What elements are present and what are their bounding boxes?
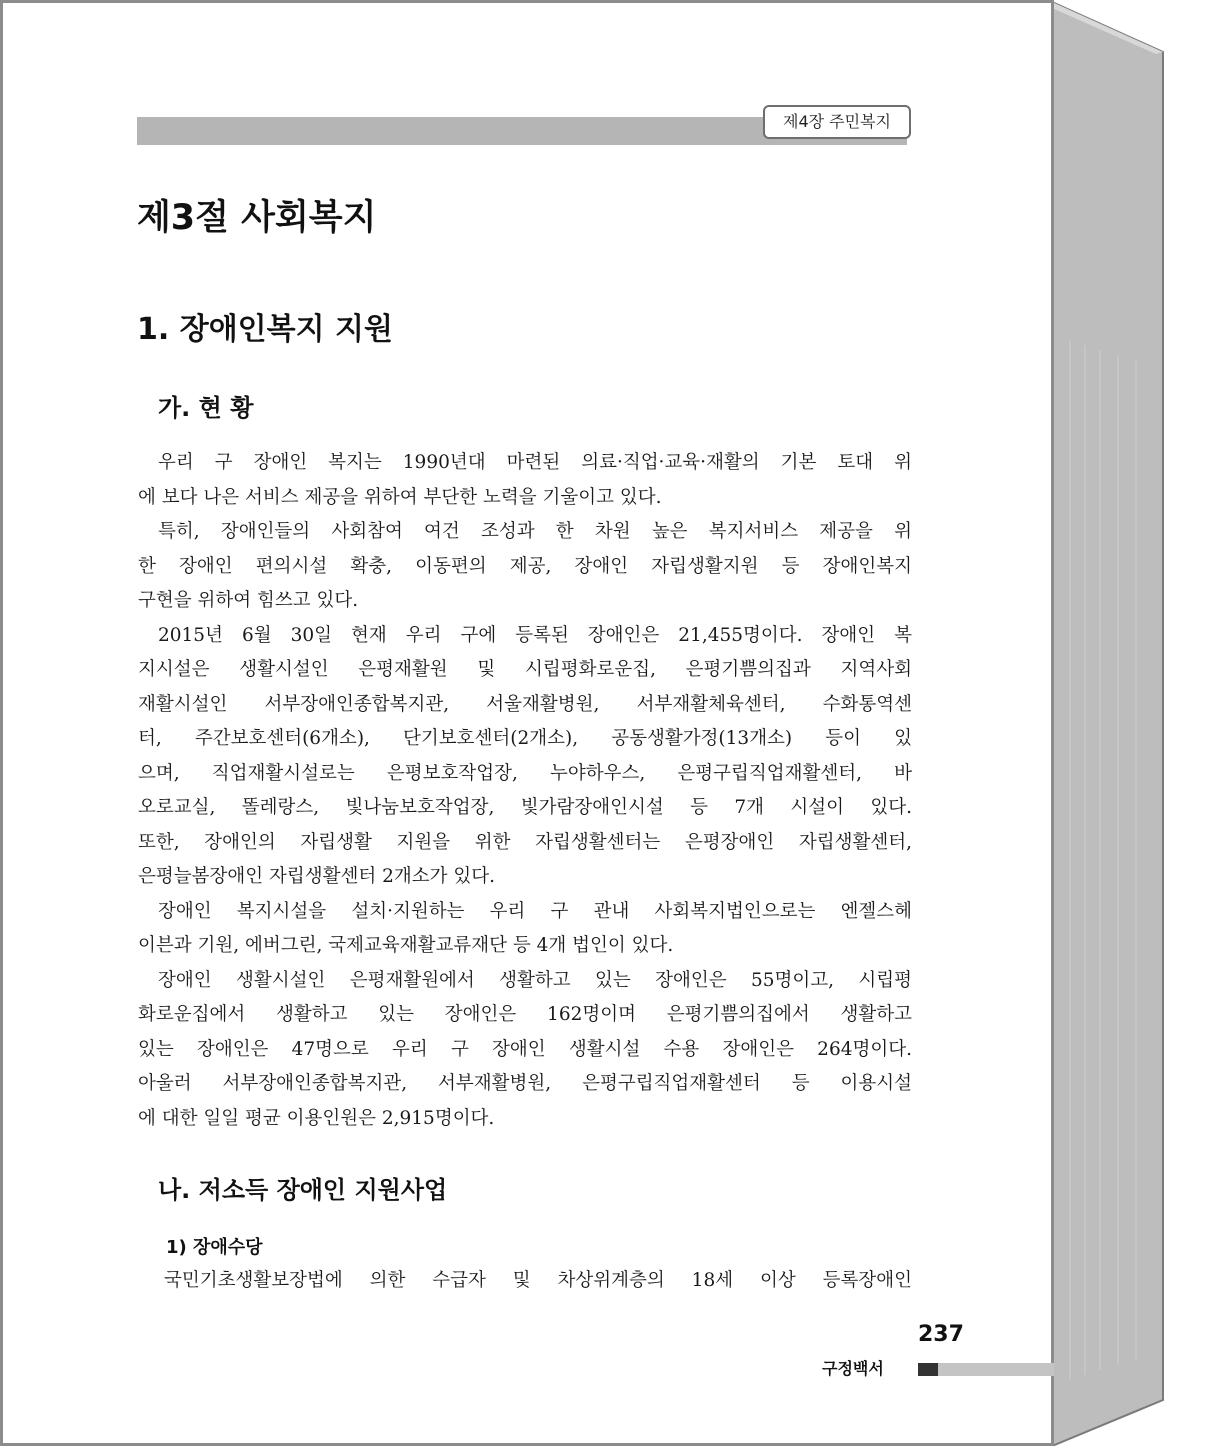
footer-bar-light xyxy=(938,1363,1054,1376)
body-line: 에 보다 나은 서비스 제공을 위하여 부단한 노력을 기울이고 있다. xyxy=(138,486,662,508)
body-line: 장애인 생활시설인 은평재활원에서 생활하고 있는 장애인은 55명이고, 시립평 xyxy=(158,969,912,991)
body-line: 국민기초생활보장법에 의한 수급자 및 차상위계층의 18세 이상 등록장애인 xyxy=(164,1270,912,1291)
body-line: 장애인 복지시설을 설치·지원하는 우리 구 관내 사회복지법인으로는 엔젤스헤 xyxy=(158,900,912,922)
heading-3-allowance: 1) 장애수당 xyxy=(166,1237,263,1258)
body-line: 2015년 6월 30일 현재 우리 구에 등록된 장애인은 21,455명이다. 장애인 복 xyxy=(158,624,912,646)
body-line: 특히, 장애인들의 사회참여 여건 조성과 한 차원 높은 복지서비스 제공을 위 xyxy=(158,521,912,542)
body-line: 아울러 서부장애인종합복지관, 서부재활병원, 은평구립직업재활센터 등 이용시설 xyxy=(138,1073,912,1094)
body-line: 있는 장애인은 47명으로 우리 구 장애인 생활시설 수용 장애인은 264명이다. xyxy=(138,1038,912,1060)
section-title: 제3절 사회복지 xyxy=(137,198,377,238)
body-line: 에 대한 일일 평균 이용인원은 2,915명이다. xyxy=(138,1107,495,1129)
body-line: 한 장애인 편의시설 확충, 이동편의 제공, 장애인 자립생활지원 등 장애인복지 xyxy=(138,555,912,577)
heading-2-support: 나. 저소득 장애인 지원사업 xyxy=(158,1176,448,1204)
heading-2-status: 가. 현 황 xyxy=(158,394,254,422)
body-line: 이븐과 기원, 에버그린, 국제교육재활교류재단 등 4개 법인이 있다. xyxy=(138,935,674,956)
heading-1: 1. 장애인복지 지원 xyxy=(137,312,394,347)
body-line: 또한, 장애인의 자립생활 지원을 위한 자립생활센터는 은평장애인 자립생활센터, xyxy=(138,831,912,853)
body-line: 오로교실, 똘레랑스, 빛나눔보호작업장, 빛가람장애인시설 등 7개 시설이 있다. xyxy=(138,797,912,818)
body-line: 터, 주간보호센터(6개소), 단기보호센터(2개소), 공동생활가정(13개소) 등이 있 xyxy=(138,728,912,749)
body-line: 구현을 위하여 힘쓰고 있다. xyxy=(138,590,359,611)
body-line: 지시설은 생활시설인 은평재활원 및 시립평화로운집, 은평기쁨의집과 지역사회 xyxy=(138,659,912,680)
body-text-tail xyxy=(164,1264,912,1299)
footer-bar-dark xyxy=(918,1363,938,1376)
body-line: 화로운집에서 생활하고 있는 장애인은 162명이며 은평기쁨의집에서 생활하고 xyxy=(138,1004,912,1025)
body-line: 은평늘봄장애인 자립생활센터 2개소가 있다. xyxy=(138,866,495,887)
book-title: 구정백서 xyxy=(822,1359,884,1378)
body-line: 으며, 직업재활시설로는 은평보호작업장, 누야하우스, 은평구립직업재활센터, 바 xyxy=(138,762,912,784)
body-line: 재활시설인 서부장애인종합복지관, 서울재활병원, 서부재활체육센터, 수화통역센 xyxy=(138,693,912,715)
chapter-tab: 제4장 주민복지 xyxy=(763,105,911,139)
page-number: 237 xyxy=(918,1322,964,1347)
body-line: 우리 구 장애인 복지는 1990년대 마련된 의료·직업·교육·재활의 기본 토대 위 xyxy=(158,452,912,473)
body-text xyxy=(138,446,912,1136)
